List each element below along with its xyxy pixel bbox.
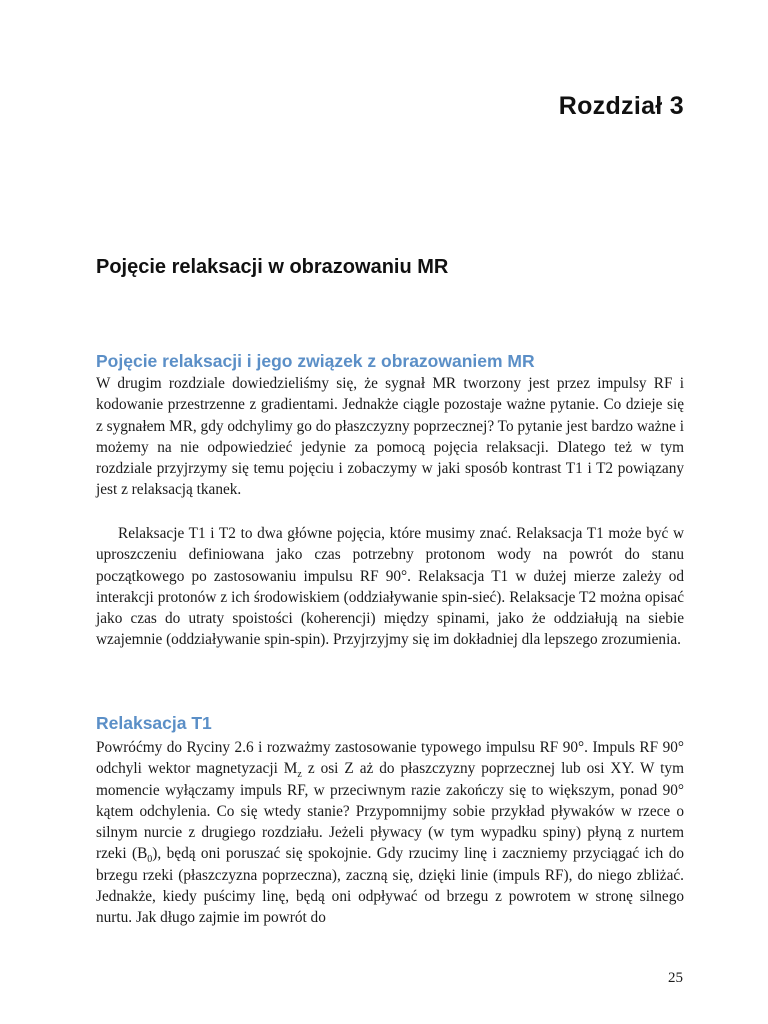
paragraph-text: ), będą oni poruszać się spokojnie. Gdy rzucimy linę i zaczniemy przyciągać ich do brzegu rzeki (płaszczyzna poprzeczna), zaczną się, dzięki linie (impuls RF), do niego zbliżać. Jednakże, kiedy puścimy linę, będą oni odpływać od brzegu z powrotem w stronę silnego nurtu. Jak długo zajmie im powrót do xyxy=(96,845,684,927)
subscript-z: z xyxy=(297,769,302,781)
section-heading-relaxation-concept: Pojęcie relaksacji i jego związek z obrazowaniem MR xyxy=(96,351,535,371)
page-number: 25 xyxy=(668,970,683,986)
chapter-label: Rozdział 3 xyxy=(558,92,684,120)
paragraph-text: z osi Z aż do płaszczyzny poprzecznej lub osi XY. W tym momencie wyłączamy impuls RF, w przeciwnym razie zakończy się to większym, ponad 90° kątem odchylenia. Co się wtedy stanie? Przypomnijmy sobie przykład pływaków w rzece o silnym nurcie z drugiego rozdziału. Jeżeli pływacy (w tym wypadku spiny) płyną z nurtem rzeki (B xyxy=(96,760,684,863)
body-paragraph-1: W drugim rozdziale dowiedzieliśmy się, że sygnał MR tworzony jest przez impulsy RF i kodowanie przestrzenne z gradientami. Jednakże ciągle pozostaje ważne pytanie. Co dzieje się z sygnałem MR, gdy odchylimy go do płaszczyzny poprzecznej? To pytanie jest bardzo ważne i możemy na nie odpowiedzieć jedynie za pomocą pojęcia relaksacji. Dlatego też w tym rozdziale przyjrzymy się temu pojęciu i zobaczymy w jaki sposób kontrast T1 i T2 powiązany jest z relaksacją tkanek. xyxy=(96,375,684,499)
body-paragraph-2: Relaksacje T1 i T2 to dwa główne pojęcia, które musimy znać. Relaksacja T1 może być w uproszczeniu definiowana jako czas potrzebny protonom wody na powrót do stanu początkowego po zastosowaniu impulsu RF 90°. Relaksacja T1 w dużej mierze zależy od interakcji protonów z ich środowiskiem (oddziaływanie spin-sieć). Relaksacje T2 można opisać jako czas do utraty spoistości (koherencji) między spinami, jako że oddziałują na siebie wzajemnie (oddziaływanie spin-spin). Przyjrzyjmy się im dokładniej dla lepszego zrozumienia. xyxy=(96,525,684,649)
subscript-zero: 0 xyxy=(147,854,153,866)
paragraph-text: Powróćmy do Ryciny 2.6 i rozważmy zastosowanie typowego impulsu RF 90°. Impuls RF 90° odchyli wektor magnetyzacji M xyxy=(96,739,684,778)
chapter-title: Pojęcie relaksacji w obrazowaniu MR xyxy=(96,256,449,278)
body-paragraph-3 xyxy=(96,737,684,929)
section-heading-t1-relaxation: Relaksacja T1 xyxy=(96,713,212,733)
